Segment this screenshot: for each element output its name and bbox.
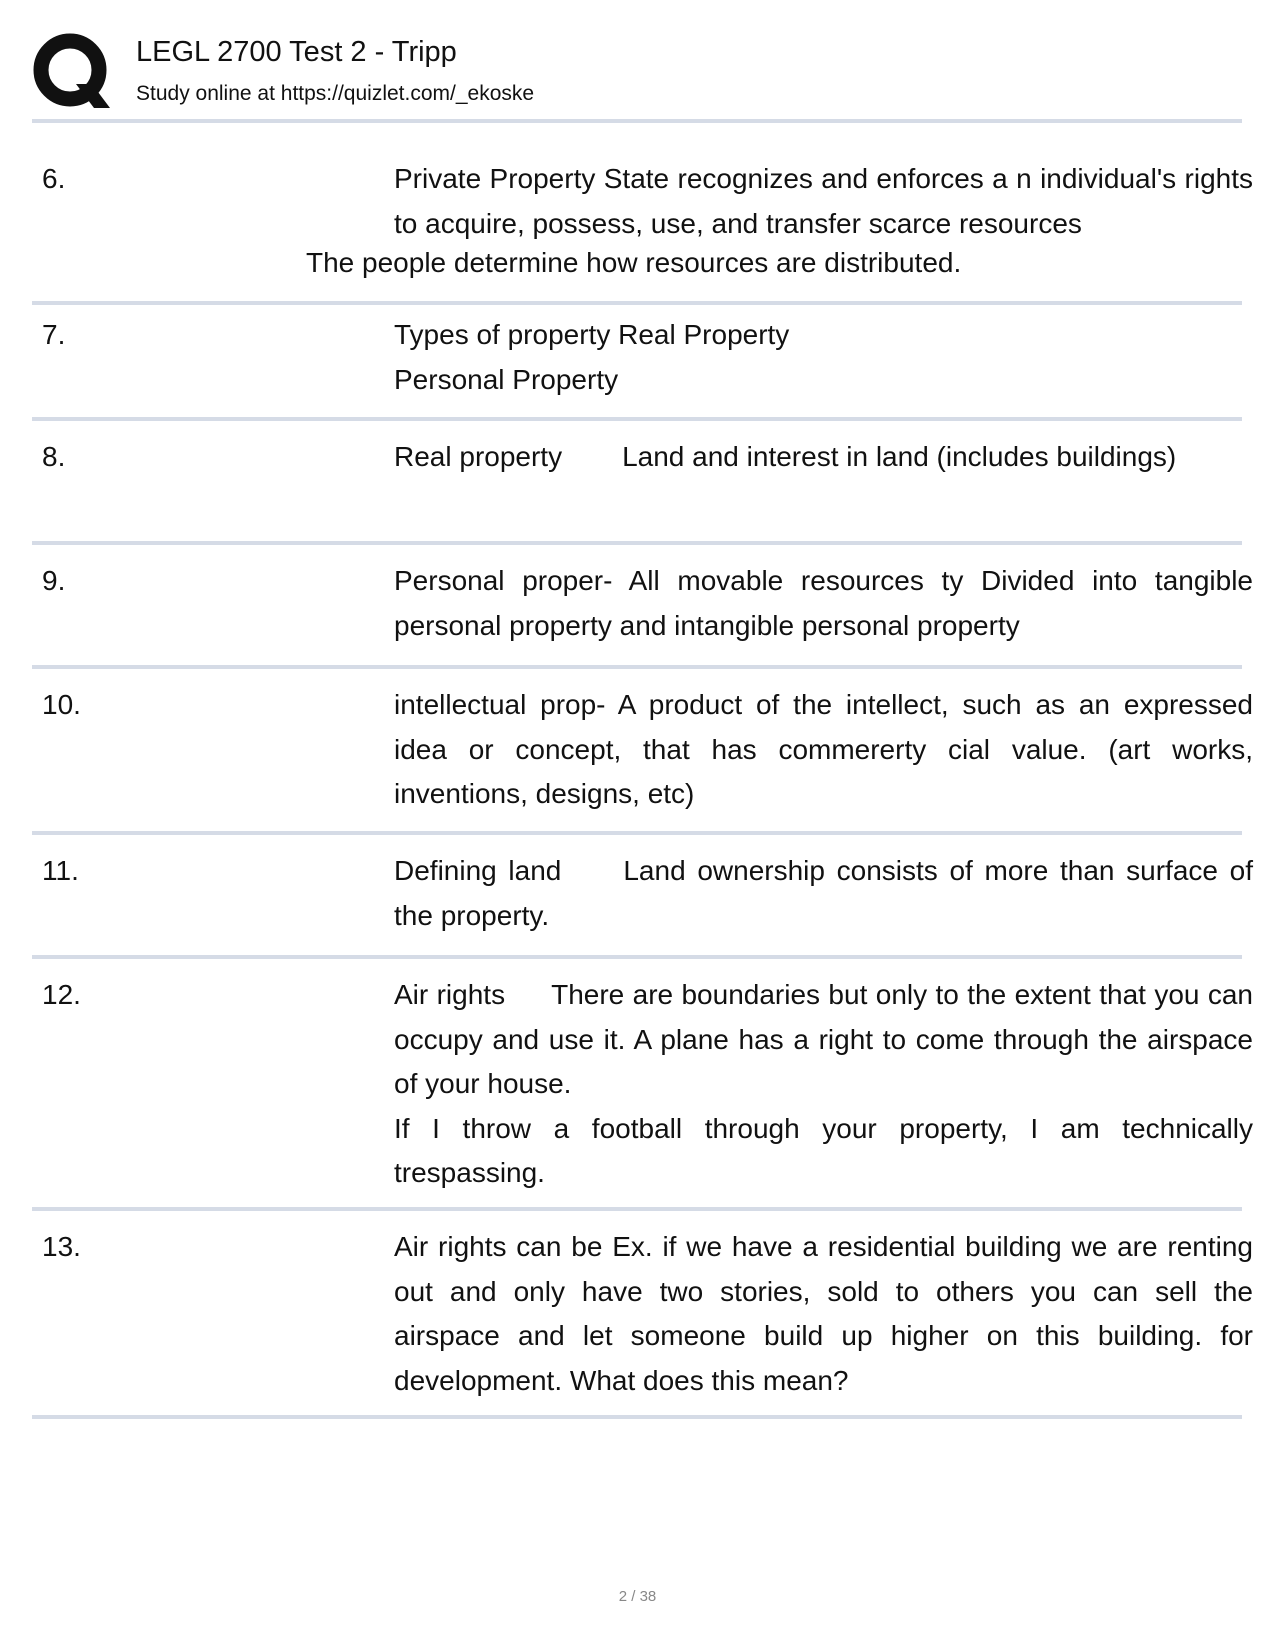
- quizlet-q-logo-icon: [32, 32, 112, 114]
- card-text: [394, 849, 1253, 938]
- card-term: Private Property: [394, 163, 596, 194]
- card-definition: Land and interest in land (includes buildings): [622, 441, 1177, 472]
- card-definition: There are boundaries but only to the extent that you can occupy and use it. A plane has a right to come through the airspace of your house.: [394, 979, 1254, 1099]
- card-text: [394, 683, 1253, 817]
- flashcard: [32, 421, 1242, 545]
- study-online-link[interactable]: Study online at https://quizlet.com/_ekoske: [136, 82, 535, 105]
- card-number: 12.: [42, 979, 81, 1010]
- flashcard: [32, 959, 1254, 1211]
- card-text: [394, 313, 1253, 402]
- flashcard: [32, 835, 1254, 959]
- card-definition: Ex. if we have a residential building we are renting out and only have two stories, sold to others you can sell the airspace and let someone build up higher on this building. for development. What does this mean?: [394, 1231, 1253, 1396]
- card-term: Defining land: [394, 855, 562, 886]
- flashcard-list: [32, 123, 1254, 1419]
- card-definition: State recognizes and enforces a n individual's rights to acquire, possess, use, and transfer scarce resources: [394, 163, 1254, 239]
- card-definition: Land ownership consists of more than surface of the property.: [394, 855, 1254, 931]
- card-number: 7.: [42, 319, 66, 350]
- page-header: [32, 30, 1242, 120]
- card-number: 11.: [42, 855, 79, 886]
- card-term: Air rights: [394, 979, 506, 1010]
- flashcard: [32, 1211, 1253, 1419]
- card-term: Real property: [394, 441, 563, 472]
- card-term: Air rights can be: [394, 1231, 603, 1262]
- card-term: Personal proper-: [394, 565, 613, 596]
- card-number: 10.: [42, 689, 81, 720]
- card-definition: If I throw a football through your property, I am technically trespassing.: [394, 1112, 1253, 1188]
- card-term: Types of property: [394, 319, 611, 350]
- card-text: [394, 157, 1253, 246]
- card-definition: All movable resources ty Divided into tangible personal property and intangible personal property: [394, 565, 1253, 641]
- card-number: 6.: [42, 163, 66, 194]
- card-number: 9.: [42, 565, 66, 596]
- card-text: [394, 973, 1253, 1196]
- card-definition: Personal Property: [394, 363, 619, 395]
- flashcard: [32, 669, 1254, 835]
- card-text: [394, 1225, 1253, 1403]
- card-definition-extra: The people determine how resources are distributed.: [306, 247, 962, 278]
- card-number: 13.: [42, 1231, 81, 1262]
- flashcard: [32, 545, 1253, 669]
- card-definition: A product of the intellect, such as an expressed idea or concept, that has commererty cial value. (art works, inventions, designs, etc): [394, 689, 1254, 809]
- card-definition: Real Property: [618, 319, 790, 350]
- card-term: intellectual prop-: [394, 689, 606, 720]
- document-title: LEGL 2700 Test 2 - Tripp: [136, 36, 457, 68]
- flashcard: [32, 305, 1242, 421]
- card-text: [394, 435, 1253, 480]
- page-indicator: 2 / 38: [618, 1588, 657, 1605]
- card-number: 8.: [42, 441, 66, 472]
- flashcard: [32, 123, 1254, 305]
- card-text: [394, 559, 1253, 648]
